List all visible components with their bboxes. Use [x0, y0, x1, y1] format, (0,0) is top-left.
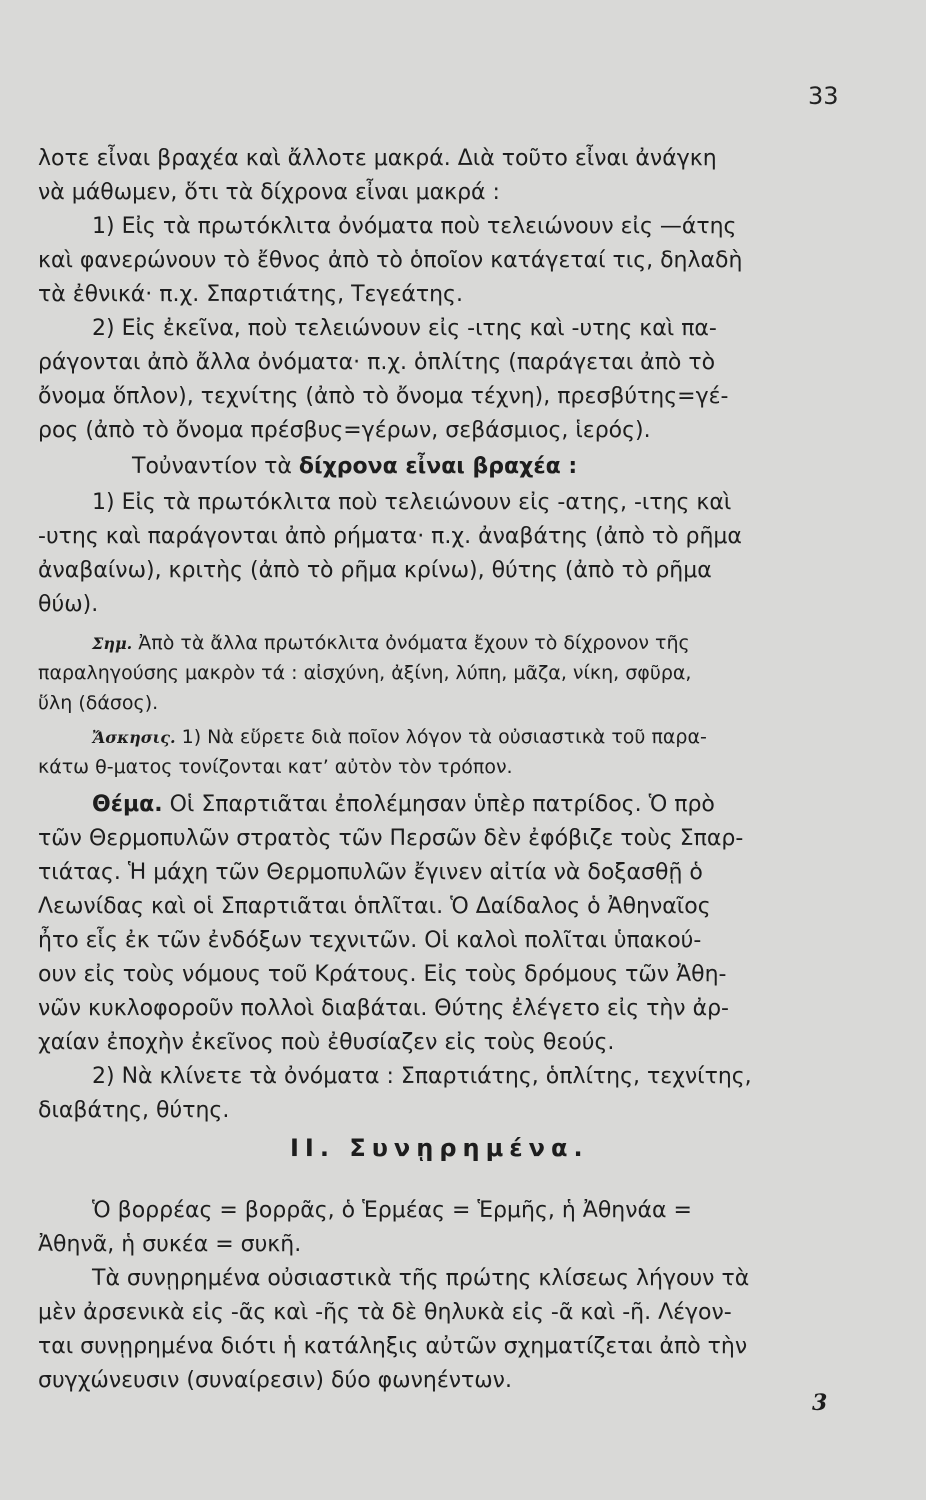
text-line: καὶ φανερώνουν τὸ ἔθνος ἀπὸ τὸ ὁποῖον κατάγεταί τις, δηλαδὴ — [38, 248, 743, 273]
signature-mark: 3 — [812, 1390, 828, 1416]
text-line: ἦτο εἷς ἐκ τῶν ἐνδόξων τεχνιτῶν. Οἱ καλοὶ πολῖται ὑπακού- — [38, 928, 702, 953]
text-line: χαίαν ἐποχὴν ἐκεῖνος ποὺ ἐθυσίαζεν εἰς τοὺς θεούς. — [38, 1030, 615, 1055]
text-line: Λεωνίδας καὶ οἱ Σπαρτιᾶται ὁπλῖται. Ὁ Δαίδαλος ὁ Ἀθηναῖος — [38, 894, 711, 919]
exercise-label: Ἄσκησις. — [92, 728, 176, 747]
text-line: θύω). — [38, 592, 99, 617]
note-label: Σημ. — [92, 634, 133, 653]
text-run: Τοὐναντίον τὰ — [132, 454, 292, 479]
text-line: τὰ ἐθνικά· π.χ. Σπαρτιάτης, Τεγεάτης. — [38, 282, 463, 307]
note-line — [92, 628, 690, 659]
text-line: ἀναβαίνω), κριτὴς (ἀπὸ τὸ ρῆμα κρίνω), θύτης (ἀπὸ τὸ ρῆμα — [38, 558, 712, 583]
text-line: νῶν κυκλοφοροῦν πολλοὶ διαβάται. Θύτης ἐλέγετο εἰς τὴν ἀρ- — [38, 996, 729, 1021]
text-line: 1) Εἰς τὰ πρωτόκλιτα ποὺ τελειώνουν εἰς -ατης, -ιτης καὶ — [92, 490, 732, 515]
text-line: ται συνῃρημένα διότι ἡ κατάληξις αὐτῶν σχηματίζεται ἀπὸ τὴν — [38, 1334, 748, 1359]
text-line: 2) Εἰς ἐκεῖνα, ποὺ τελειώνουν εἰς -ιτης καὶ -υτης καὶ πα- — [92, 316, 717, 341]
text-line: λοτε εἶναι βραχέα καὶ ἄλλοτε μακρά. Διὰ τοῦτο εἶναι ἀνάγκη — [38, 146, 717, 171]
text-run: 1) Νὰ εὕρετε διὰ ποῖον λόγον τὰ οὐσιαστικὰ τοῦ παρα- — [181, 726, 707, 748]
text-run: Οἱ Σπαρτιᾶται ἐπολέμησαν ὑπὲρ πατρίδος. Ὁ πρὸ — [169, 792, 715, 817]
text-line: 1) Εἰς τὰ πρωτόκλιτα ὀνόματα ποὺ τελειώνουν εἰς —άτης — [92, 214, 737, 239]
text-line: τιάτας. Ἡ μάχη τῶν Θερμοπυλῶν ἔγινεν αἰτία νὰ δοξασθῇ ὁ — [38, 860, 703, 885]
text-line: ουν εἰς τοὺς νόμους τοῦ Κράτους. Εἰς τοὺς δρόμους τῶν Ἀθη- — [38, 962, 727, 987]
text-line: -υτης καὶ παράγονται ἀπὸ ρήματα· π.χ. ἀναβάτης (ἀπὸ τὸ ρῆμα — [38, 524, 742, 549]
exercise-line — [92, 722, 707, 753]
text-line: τῶν Θερμοπυλῶν στρατὸς τῶν Περσῶν δὲν ἐφόβιζε τοὺς Σπαρ- — [38, 826, 744, 851]
text-line: Τὰ συνῃρημένα οὐσιαστικὰ τῆς πρώτης κλίσεως λήγουν τὰ — [92, 1266, 750, 1291]
theme-line — [92, 790, 715, 820]
page-number: 33 — [808, 82, 839, 110]
text-line: μὲν ἀρσενικὰ εἰς -ᾶς καὶ -ῆς τὰ δὲ θηλυκὰ εἰς -ᾶ καὶ -ῆ. Λέγον- — [38, 1300, 732, 1325]
text-run: Ἀπὸ τὰ ἄλλα πρωτόκλιτα ὀνόματα ἔχουν τὸ δίχρονον τῆς — [138, 632, 690, 654]
text-line: Ὁ βορρέας = βορρᾶς, ὁ Ἑρμέας = Ἑρμῆς, ἡ Ἀθηνάα = — [92, 1198, 692, 1223]
theme-label: Θέμα. — [92, 792, 163, 817]
section-heading: ΙΙ. Συνῃρημένα. — [290, 1134, 589, 1162]
text-line: διαβάτης, θύτης. — [38, 1098, 230, 1123]
text-line: ὄνομα ὅπλον), τεχνίτης (ἀπὸ τὸ ὄνομα τέχνη), πρεσβύτης=γέ- — [38, 384, 729, 409]
text-line: Ἀθηνᾶ, ἡ συκέα = συκῆ. — [38, 1232, 302, 1257]
exercise-line: κάτω θ-ματος τονίζονται κατ’ αὐτὸν τὸν τρόπον. — [38, 756, 513, 778]
text-line: ράγονται ἀπὸ ἄλλα ὀνόματα· π.χ. ὁπλίτης (παράγεται ἀπὸ τὸ — [38, 350, 716, 375]
emphasis-run: δίχρονα εἶναι βραχέα : — [298, 454, 578, 479]
text-line: συγχώνευσιν (συναίρεσιν) δύο φωνηέντων. — [38, 1368, 512, 1393]
text-line: νὰ μάθωμεν, ὅτι τὰ δίχρονα εἶναι μακρά : — [38, 180, 500, 205]
note-line: παραληγούσης μακρὸν τά : αἰσχύνη, ἀξίνη, λύπη, μᾶζα, νίκη, σφῦρα, — [38, 662, 692, 684]
text-line — [132, 452, 577, 482]
text-line: 2) Νὰ κλίνετε τὰ ὀνόματα : Σπαρτιάτης, ὁπλίτης, τεχνίτης, — [92, 1064, 752, 1089]
note-line: ὕλη (δάσος). — [38, 692, 159, 714]
text-line: ρος (ἀπὸ τὸ ὄνομα πρέσβυς=γέρων, σεβάσμιος, ἱερός). — [38, 418, 651, 443]
